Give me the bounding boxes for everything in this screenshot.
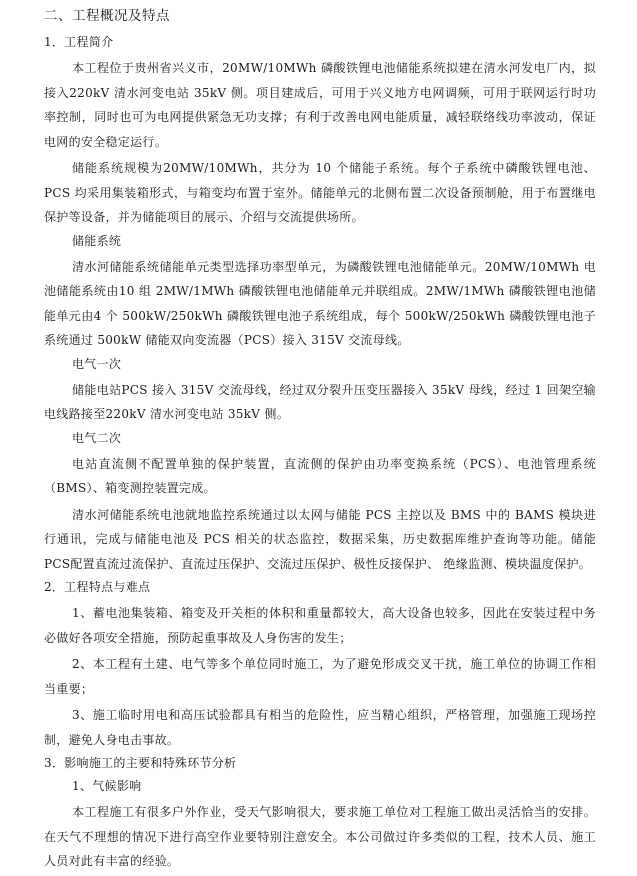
paragraph-feature-2: 2、本工程有土建、电气等多个单位同时施工，为了避免形成交叉干扰，施工单位的协调工作相当重要；	[44, 657, 596, 696]
paragraph-location: 本工程位于贵州省兴义市，20MW/10MWh 磷酸铁锂电池储能系统拟建在清水河发电厂内，拟接入220kV 清水河变电站 35kV 侧。项目建成后，可用于兴义地方电网调频，可用于联网运行时功率控制，同时也可为电网提供紧急无功支撑；有利于改善电网电能质量，减轻联络线功率波动，保证电网的安全稳定运行。	[44, 61, 596, 149]
paragraph-climate: 本工程施工有很多户外作业，受天气影响很大，要求施工单位对工程施工做出灵活恰当的安排。在天气不理想的情况下进行高空作业要特别注意安全。本公司做过许多类似的工程，技术人员、施工人员对此有丰富的经验。	[44, 805, 596, 868]
subheading-electrical-primary: 电气一次	[72, 356, 122, 371]
heading-analysis: 3．影响施工的主要和特殊环节分析	[44, 756, 237, 770]
subheading-electrical-secondary: 电气二次	[72, 430, 122, 445]
document-page	[44, 6, 596, 876]
subheading-climate: 1、气候影响	[72, 779, 142, 793]
paragraph-scale: 储能系统规模为20MW/10MWh，共分为 10 个储能子系统。每个子系统中磷酸铁锂电池、PCS 均采用集装箱形式，与箱变均布置于室外。储能单元的北侧布置二次设备预制舱，用于布置继电保护等设备，并为储能项目的展示、介绍与交流提供场所。	[44, 161, 596, 224]
subheading-storage-system: 储能系统	[72, 233, 122, 248]
heading-features: 2．工程特点与难点	[44, 580, 151, 594]
paragraph-storage-units: 清水河储能系统储能单元类型选择功率型单元，为磷酸铁锂电池储能单元。20MW/10MWh 电池储能系统由10 组 2MW/1MWh 磷酸铁锂电池储能单元并联组成。2MW/1MWh 磷酸铁锂电池储能单元由4 个 500kW/250kWh 磷酸铁锂电池子系统组成，每个 500kW/250kWh 磷酸铁锂电池子系统通过 500kW 储能双向变流器（PCS）接入 315V 交流母线。	[44, 259, 596, 347]
paragraph-electrical-primary: 储能电站PCS 接入 315V 交流母线，经过双分裂升压变压器接入 35kV 母线，经过 1 回架空输电线路接至220kV 清水河变电站 35kV 侧。	[44, 382, 596, 421]
paragraph-feature-3: 3、施工临时用电和高压试验都具有相当的危险性，应当精心组织，严格管理，加强施工现场控制，避免人身电击事故。	[44, 708, 596, 747]
paragraph-dc-protection: 电站直流侧不配置单独的保护装置，直流侧的保护由功率变换系统（PCS）、电池管理系统（BMS）、箱变测控装置完成。	[44, 456, 596, 495]
heading-project-overview: 1．工程简介	[44, 35, 114, 49]
paragraph-monitoring: 清水河储能系统电池就地监控系统通过以太网与储能 PCS 主控以及 BMS 中的 BAMS 模块进行通讯，完成与储能电池及 PCS 相关的状态监控，数据采集，历史数据库维护查询等功能。储能 PCS配置直流过流保护、直流过压保护、交流过压保护、极性反接保护、 绝缘监测、模块温度保护。	[44, 507, 596, 571]
paragraph-feature-1: 1、蓄电池集装箱、箱变及开关柜的体积和重量都较大，高大设备也较多，因此在安装过程中务必做好各项安全措施，预防起重事故及人身伤害的发生；	[44, 606, 596, 645]
section-title: 二、工程概况及特点	[44, 8, 170, 24]
